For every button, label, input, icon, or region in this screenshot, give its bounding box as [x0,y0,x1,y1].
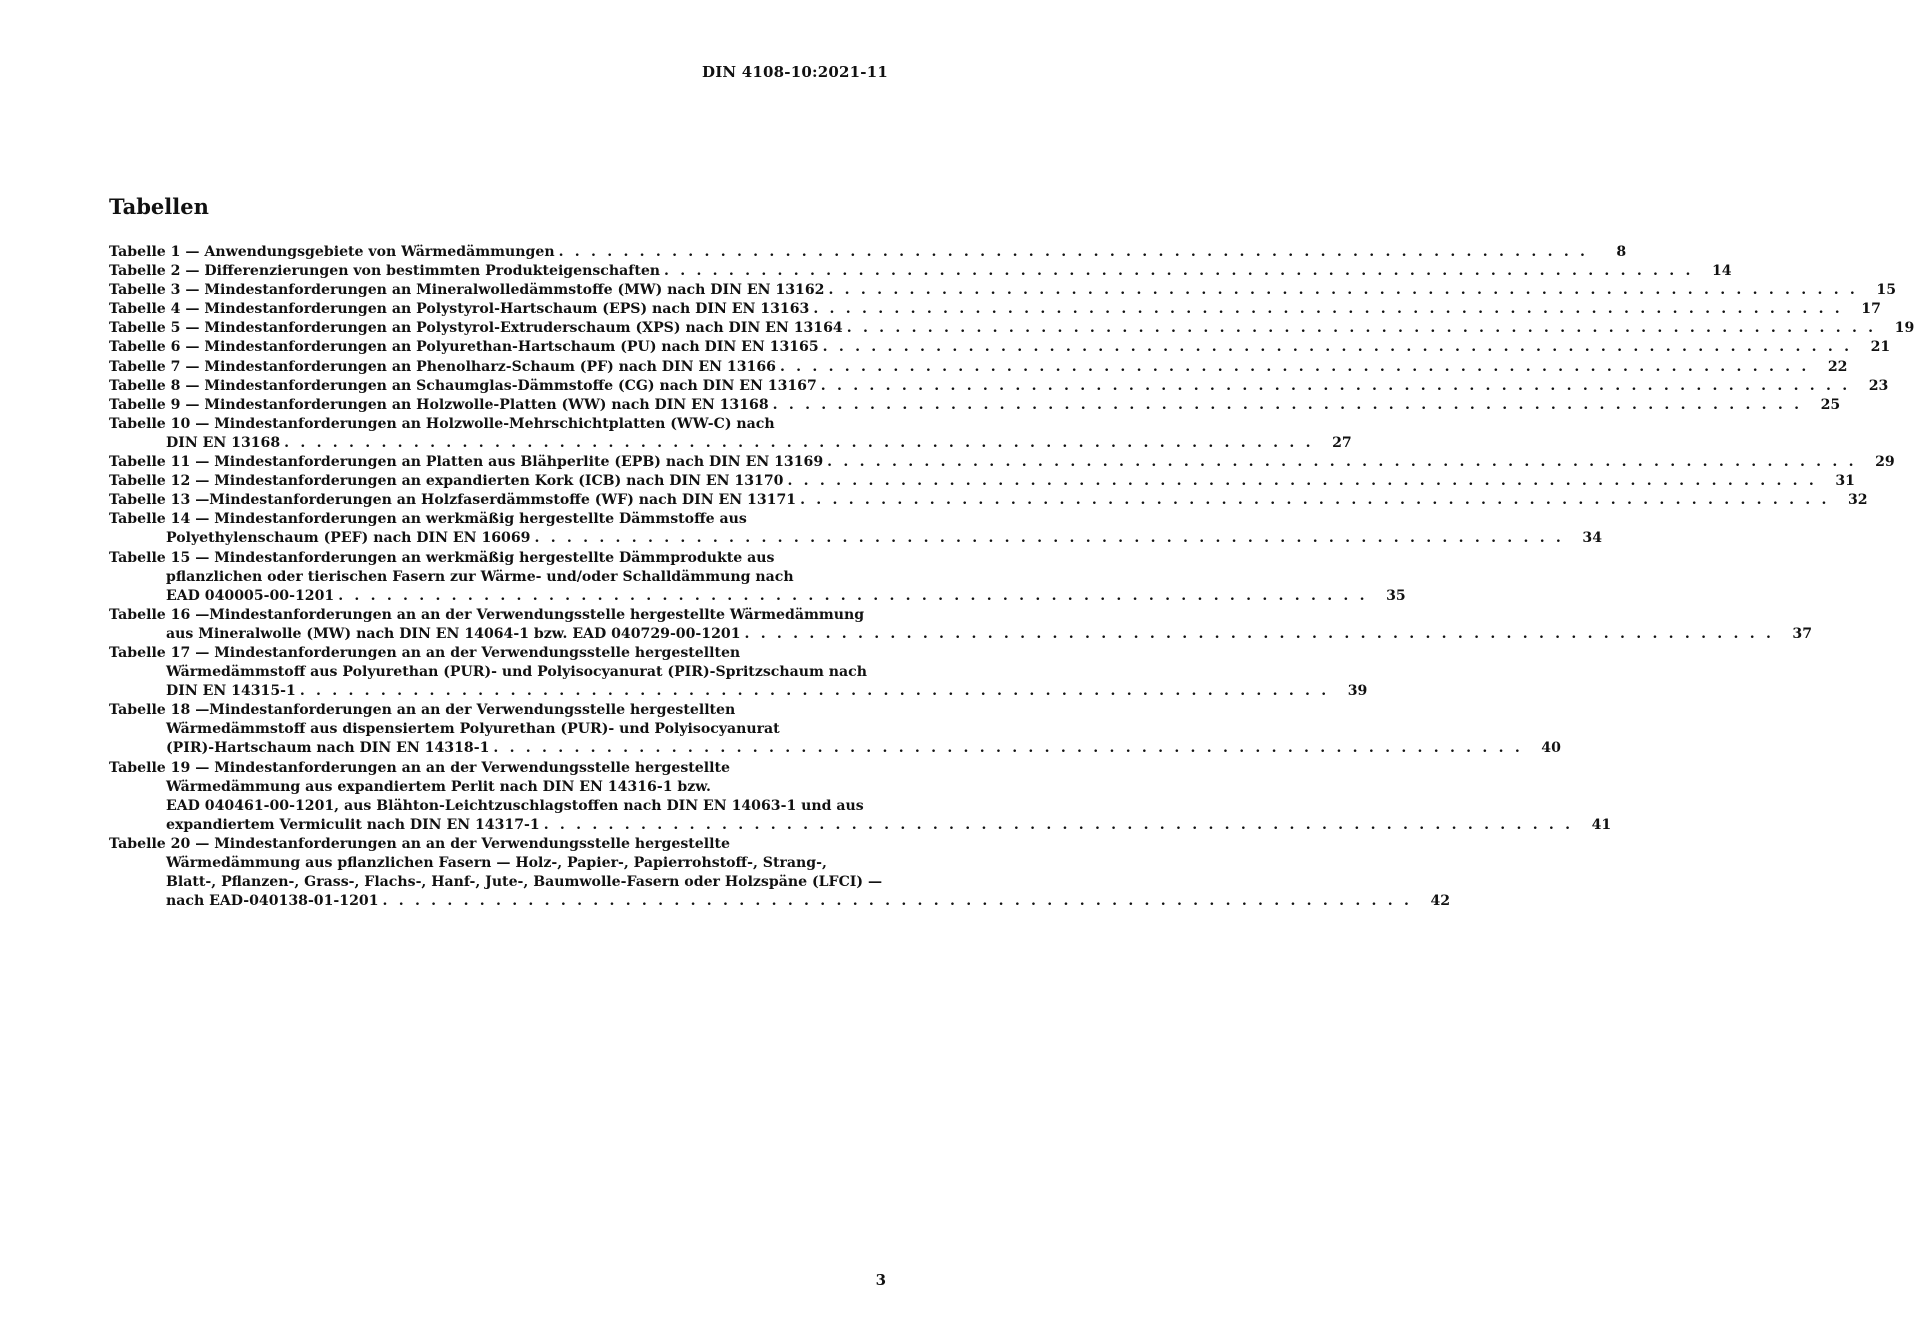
dot-leader: . . . . . . . . . . . . . . . . . . . . . . . . . . . . . . . . . . . . . . . . . . . . . . . . . . . . . . . . . . . . . . . . [543,816,1574,833]
toc-entry-line [109,682,1368,701]
dot-leader: . . . . . . . . . . . . . . . . . . . . . . . . . . . . . . . . . . . . . . . . . . . . . . . . . . . . . . . . . . . . . . . . [772,396,1803,413]
toc-entry-title: Tabelle 3 — Mindestanforderungen an Mineralwolledämmstoffe (MW) nach DIN EN 13162 [109,282,825,299]
toc-entry-title: Tabelle 13 —Mindestanforderungen an Holzfaserdämmstoffe (WF) nach DIN EN 13171 [109,492,797,509]
dot-leader: . . . . . . . . . . . . . . . . . . . . . . . . . . . . . . . . . . . . . . . . . . . . . . . . . . . . . . . . . . . . . . . . [779,358,1810,375]
toc-entry-line [109,262,1732,281]
toc-entry-page: 23 [1868,377,1889,394]
toc-entry-title: Tabelle 15 — Mindestanforderungen an werkmäßig hergestellte Dämmprodukte aus [109,549,775,566]
toc-entry-page: 17 [1861,301,1881,318]
toc-entry-title: Tabelle 16 —Mindestanforderungen an an der Verwendungsstelle hergestellte Wärmedämmung [109,606,865,623]
toc-entry-title: Wärmedämmung aus pflanzlichen Fasern — Holz-, Papier-, Papierrohstoff-, Strang-, [166,855,827,871]
toc-entry-line [109,663,886,682]
toc-entry-line [109,300,1881,319]
dot-leader: . . . . . . . . . . . . . . . . . . . . . . . . . . . . . . . . . . . . . . . . . . . . . . . . . . . . . . . . . . . . . . . . [299,683,1330,700]
dot-leader: . . . . . . . . . . . . . . . . . . . . . . . . . . . . . . . . . . . . . . . . . . . . . . . . . . . . . . . . . . . . . . . . [558,244,1589,260]
toc-entry-page: 14 [1711,263,1732,280]
table-of-tables [109,243,1914,911]
toc-entry-line [109,396,1841,415]
toc-entry-page: 27 [1332,434,1352,451]
toc-entry-line [109,472,1855,491]
toc-entry-line [109,243,1627,262]
toc-entry-title: nach EAD-040138-01-1201 [166,893,379,910]
dot-leader: . . . . . . . . . . . . . . . . . . . . . . . . . . . . . . . . . . . . . . . . . . . . . . . . . . . . . . . . . . . . . . . . [820,377,1851,394]
toc-entry-line [109,510,886,529]
toc-entry[interactable] [109,510,1603,548]
toc-entry-title: Wärmedämmung aus expandiertem Perlit nach DIN EN 14316-1 bzw. [166,778,711,795]
toc-entry-page: 29 [1875,454,1895,471]
toc-entry-page: 40 [1541,740,1561,757]
dot-leader: . . . . . . . . . . . . . . . . . . . . . . . . . . . . . . . . . . . . . . . . . . . . . . . . . . . . . . . . . . . . . . . . [822,339,1853,356]
toc-entry[interactable] [109,415,1352,453]
toc-entry[interactable] [109,549,1406,606]
toc-entry-title: Tabelle 1 — Anwendungsgebiete von Wärmedämmungen [109,244,555,260]
toc-entry-page: 8 [1616,244,1627,260]
toc-entry-line [109,529,1603,548]
dot-leader: . . . . . . . . . . . . . . . . . . . . . . . . . . . . . . . . . . . . . . . . . . . . . . . . . . . . . . . . . . . . . . . . [493,740,1523,757]
toc-entry-line [109,778,886,797]
toc-entry-title: Wärmedämmstoff aus Polyurethan (PUR)- und Polyisocyanurat (PIR)-Spritzschaum nach [166,664,867,681]
toc-entry-page: 22 [1827,358,1848,375]
toc-entry-title: Blatt-, Pflanzen-, Grass-, Flachs-, Hanf-, Jute-, Baumwolle-Fasern oder Holzspäne (LFCI) — [166,874,883,891]
toc-entry[interactable] [109,491,1868,510]
toc-entry-line [109,453,1895,472]
toc-entry-line [109,759,886,778]
toc-entry[interactable] [109,338,1891,357]
toc-entry-line [109,701,886,720]
dot-leader: . . . . . . . . . . . . . . . . . . . . . . . . . . . . . . . . . . . . . . . . . . . . . . . . . . . . . . . . . . . . . . . . [382,893,1413,910]
toc-entry-line [109,338,1891,357]
dot-leader: . . . . . . . . . . . . . . . . . . . . . . . . . . . . . . . . . . . . . . . . . . . . . . . . . . . . . . . . . . . . . . . . [846,320,1877,337]
page-number: 3 [875,1271,886,1289]
toc-entry-title: Tabelle 18 —Mindestanforderungen an an der Verwendungsstelle hergestellten [109,702,736,719]
toc-entry-line [109,568,886,587]
toc-entry-line [109,587,1406,606]
toc-entry-line [109,892,1451,911]
toc-entry-page: 21 [1870,339,1891,356]
toc-entry-line [109,739,1561,758]
toc-entry-title: Tabelle 7 — Mindestanforderungen an Phenolharz-Schaum (PF) nach DIN EN 13166 [109,358,776,375]
toc-entry-line [109,319,1914,338]
toc-entry-line [109,377,1889,396]
toc-entry-page: 31 [1835,473,1855,490]
toc-entry-title: Polyethylenschaum (PEF) nach DIN EN 16069 [166,530,531,547]
toc-entry-title: DIN EN 13168 [166,434,281,451]
toc-entry-page: 34 [1582,530,1603,547]
toc-entry-line [109,549,886,568]
toc-entry-line [109,625,1813,644]
dot-leader: . . . . . . . . . . . . . . . . . . . . . . . . . . . . . . . . . . . . . . . . . . . . . . . . . . . . . . . . . . . . . . . . [827,454,1857,471]
toc-entry[interactable] [109,396,1841,415]
toc-entry[interactable] [109,319,1914,338]
dot-leader: . . . . . . . . . . . . . . . . . . . . . . . . . . . . . . . . . . . . . . . . . . . . . . . . . . . . . . . . . . . . . . . . [800,492,1830,509]
toc-entry-page: 42 [1430,893,1451,910]
toc-entry-title: Tabelle 8 — Mindestanforderungen an Schaumglas-Dämmstoffe (CG) nach DIN EN 13167 [109,377,817,394]
toc-entry-title: (PIR)-Hartschaum nach DIN EN 14318-1 [166,740,490,757]
toc-entry[interactable] [109,281,1897,300]
dot-leader: . . . . . . . . . . . . . . . . . . . . . . . . . . . . . . . . . . . . . . . . . . . . . . . . . . . . . . . . . . . . . . . . [284,434,1314,451]
toc-entry-line [109,873,886,892]
toc-entry-line [109,816,1612,835]
toc-entry-line [109,797,886,816]
dot-leader: . . . . . . . . . . . . . . . . . . . . . . . . . . . . . . . . . . . . . . . . . . . . . . . . . . . . . . . . . . . . . . . . [813,301,1843,318]
toc-entry-line [109,281,1897,300]
dot-leader: . . . . . . . . . . . . . . . . . . . . . . . . . . . . . . . . . . . . . . . . . . . . . . . . . . . . . . . . . . . . . . . . [338,587,1368,604]
toc-entry[interactable] [109,243,1627,262]
toc-entry[interactable] [109,606,1813,644]
toc-entry-title: Tabelle 5 — Mindestanforderungen an Polystyrol-Extruderschaum (XPS) nach DIN EN 13164 [109,320,843,337]
toc-entry-page: 41 [1591,816,1612,833]
toc-entry[interactable] [109,835,1451,911]
toc-entry-title: Wärmedämmstoff aus dispensiertem Polyurethan (PUR)- und Polyisocyanurat [166,721,780,738]
toc-entry-title: aus Mineralwolle (MW) nach DIN EN 14064-1 bzw. EAD 040729-00-1201 [166,625,741,642]
toc-entry[interactable] [109,262,1732,281]
toc-entry[interactable] [109,377,1889,396]
toc-entry-line [109,854,886,873]
toc-entry-title: Tabelle 12 — Mindestanforderungen an expandierten Kork (ICB) nach DIN EN 13170 [109,473,784,490]
toc-entry-title: Tabelle 11 — Mindestanforderungen an Platten aus Blähperlite (EPB) nach DIN EN 13169 [109,454,824,471]
toc-entry-line [109,606,886,625]
toc-entry[interactable] [109,358,1848,377]
toc-entry-title: expandiertem Vermiculit nach DIN EN 14317-1 [166,816,540,833]
toc-entry-page: 37 [1792,625,1813,642]
toc-entry-title: Tabelle 9 — Mindestanforderungen an Holzwolle-Platten (WW) nach DIN EN 13168 [109,396,769,413]
dot-leader: . . . . . . . . . . . . . . . . . . . . . . . . . . . . . . . . . . . . . . . . . . . . . . . . . . . . . . . . . . . . . . . . [744,625,1775,642]
toc-entry-page: 32 [1848,492,1868,509]
toc-entry-title: Tabelle 17 — Mindestanforderungen an an der Verwendungsstelle hergestellten [109,644,741,661]
toc-entry[interactable] [109,644,1368,701]
toc-entry-page: 35 [1386,587,1406,604]
toc-entry-title: pflanzlichen oder tierischen Fasern zur Wärme- und/oder Schalldämmung nach [166,568,794,585]
dot-leader: . . . . . . . . . . . . . . . . . . . . . . . . . . . . . . . . . . . . . . . . . . . . . . . . . . . . . . . . . . . . . . . . [787,473,1817,490]
toc-entry-title: DIN EN 14315-1 [166,683,296,700]
toc-entry[interactable] [109,759,1612,835]
toc-entry-line [109,434,1352,453]
dot-leader: . . . . . . . . . . . . . . . . . . . . . . . . . . . . . . . . . . . . . . . . . . . . . . . . . . . . . . . . . . . . . . . . [534,530,1565,547]
toc-entry-line [109,358,1848,377]
toc-entry-title: Tabelle 6 — Mindestanforderungen an Polyurethan-Hartschaum (PU) nach DIN EN 13165 [109,339,819,356]
toc-entry-page: 19 [1894,320,1914,337]
toc-entry[interactable] [109,472,1855,491]
toc-entry-page: 15 [1876,282,1897,299]
toc-entry-title: Tabelle 4 — Mindestanforderungen an Polystyrol-Hartschaum (EPS) nach DIN EN 13163 [109,301,810,318]
toc-entry-page: 39 [1347,683,1368,700]
section-heading: Tabellen [109,194,209,219]
toc-entry-page: 25 [1820,396,1841,413]
toc-entry-line [109,835,886,854]
toc-entry[interactable] [109,300,1881,319]
toc-entry-title: Tabelle 19 — Mindestanforderungen an an der Verwendungsstelle hergestellte [109,759,730,776]
toc-entry-line [109,415,886,434]
dot-leader: . . . . . . . . . . . . . . . . . . . . . . . . . . . . . . . . . . . . . . . . . . . . . . . . . . . . . . . . . . . . . . . . [828,282,1859,299]
toc-entry[interactable] [109,453,1895,472]
toc-entry-line [109,644,886,663]
toc-entry[interactable] [109,701,1561,758]
toc-entry-line [109,491,1868,510]
toc-entry-title: Tabelle 2 — Differenzierungen von bestimmten Produkteigenschaften [109,263,661,280]
toc-entry-title: Tabelle 20 — Mindestanforderungen an an der Verwendungsstelle hergestellte [109,835,730,852]
toc-entry-title: EAD 040461-00-1201, aus Blähton-Leichtzuschlagstoffen nach DIN EN 14063-1 und aus [166,797,864,814]
toc-entry-title: Tabelle 14 — Mindestanforderungen an werkmäßig hergestellte Dämmstoffe aus [109,511,747,528]
toc-entry-title: Tabelle 10 — Mindestanforderungen an Holzwolle-Mehrschichtplatten (WW-C) nach [109,415,775,432]
document-id: DIN 4108-10:2021-11 [702,63,888,81]
toc-entry-title: EAD 040005-00-1201 [166,587,335,604]
toc-entry-line [109,720,886,739]
dot-leader: . . . . . . . . . . . . . . . . . . . . . . . . . . . . . . . . . . . . . . . . . . . . . . . . . . . . . . . . . . . . . . . . [664,263,1694,280]
